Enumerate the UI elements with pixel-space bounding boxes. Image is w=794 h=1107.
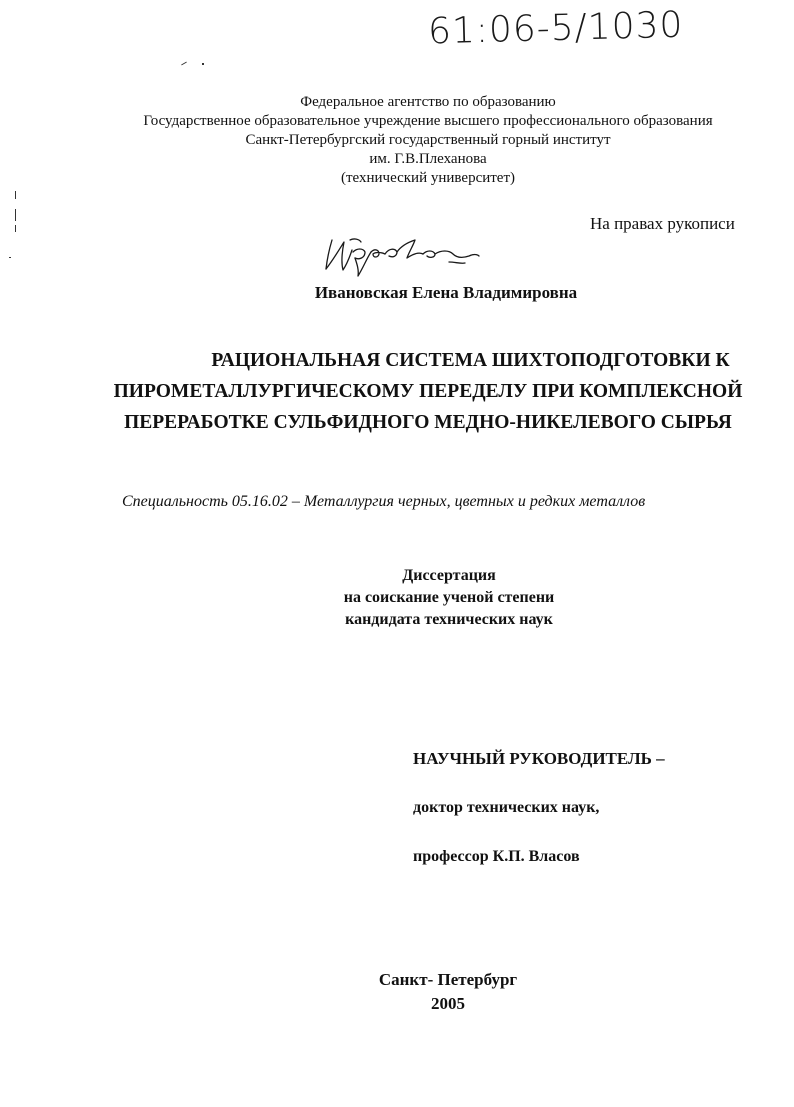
supervisor-name: профессор К.П. Власов xyxy=(413,848,580,865)
header-line: им. Г.В.Плеханова xyxy=(369,151,487,167)
supervisor-degree: доктор технических наук, xyxy=(413,799,600,816)
scan-speck xyxy=(15,209,16,221)
header-line: Санкт-Петербургский государственный горный институт xyxy=(245,132,611,148)
header-line: (технический университет) xyxy=(340,170,516,186)
thesis-title xyxy=(0,345,794,438)
scan-speck xyxy=(15,191,16,199)
scan-speck xyxy=(15,225,16,232)
handwritten-signature xyxy=(323,236,483,278)
manuscript-rights-note: На правах рукописи xyxy=(590,214,735,233)
title-line: ПЕРЕРАБОТКЕ СУЛЬФИДНОГО МЕДНО-НИКЕЛЕВОГО СЫРЬЯ xyxy=(124,412,732,433)
city: Санкт- Петербург xyxy=(378,970,518,989)
archive-code-stamp: 61:06-5/1030 xyxy=(427,4,684,53)
institution-header xyxy=(0,93,794,188)
place-and-year xyxy=(0,968,794,1016)
degree-statement xyxy=(0,565,794,631)
title-line: ПИРОМЕТАЛЛУРГИЧЕСКОМУ ПЕРЕДЕЛУ ПРИ КОМПЛЕКСНОЙ xyxy=(113,381,743,402)
degree-line: на соискание ученой степени xyxy=(343,589,555,606)
scan-speck xyxy=(181,62,187,66)
degree-line: кандидата технических наук xyxy=(345,611,553,628)
author-name: Ивановская Елена Владимировна xyxy=(314,283,578,302)
year: 2005 xyxy=(431,994,465,1013)
header-line: Федеральное агентство по образованию xyxy=(300,94,556,110)
degree-line: Диссертация xyxy=(402,567,496,584)
scan-speck xyxy=(9,257,11,258)
scan-speck xyxy=(202,63,204,65)
title-line: РАЦИОНАЛЬНАЯ СИСТЕМА ШИХТОПОДГОТОВКИ К xyxy=(211,350,730,371)
header-line: Государственное образовательное учреждение высшего профессионального образования xyxy=(143,113,713,129)
specialty-line: Специальность 05.16.02 – Металлургия черных, цветных и редких металлов xyxy=(122,493,646,510)
supervisor-heading: НАУЧНЫЙ РУКОВОДИТЕЛЬ – xyxy=(413,749,665,768)
